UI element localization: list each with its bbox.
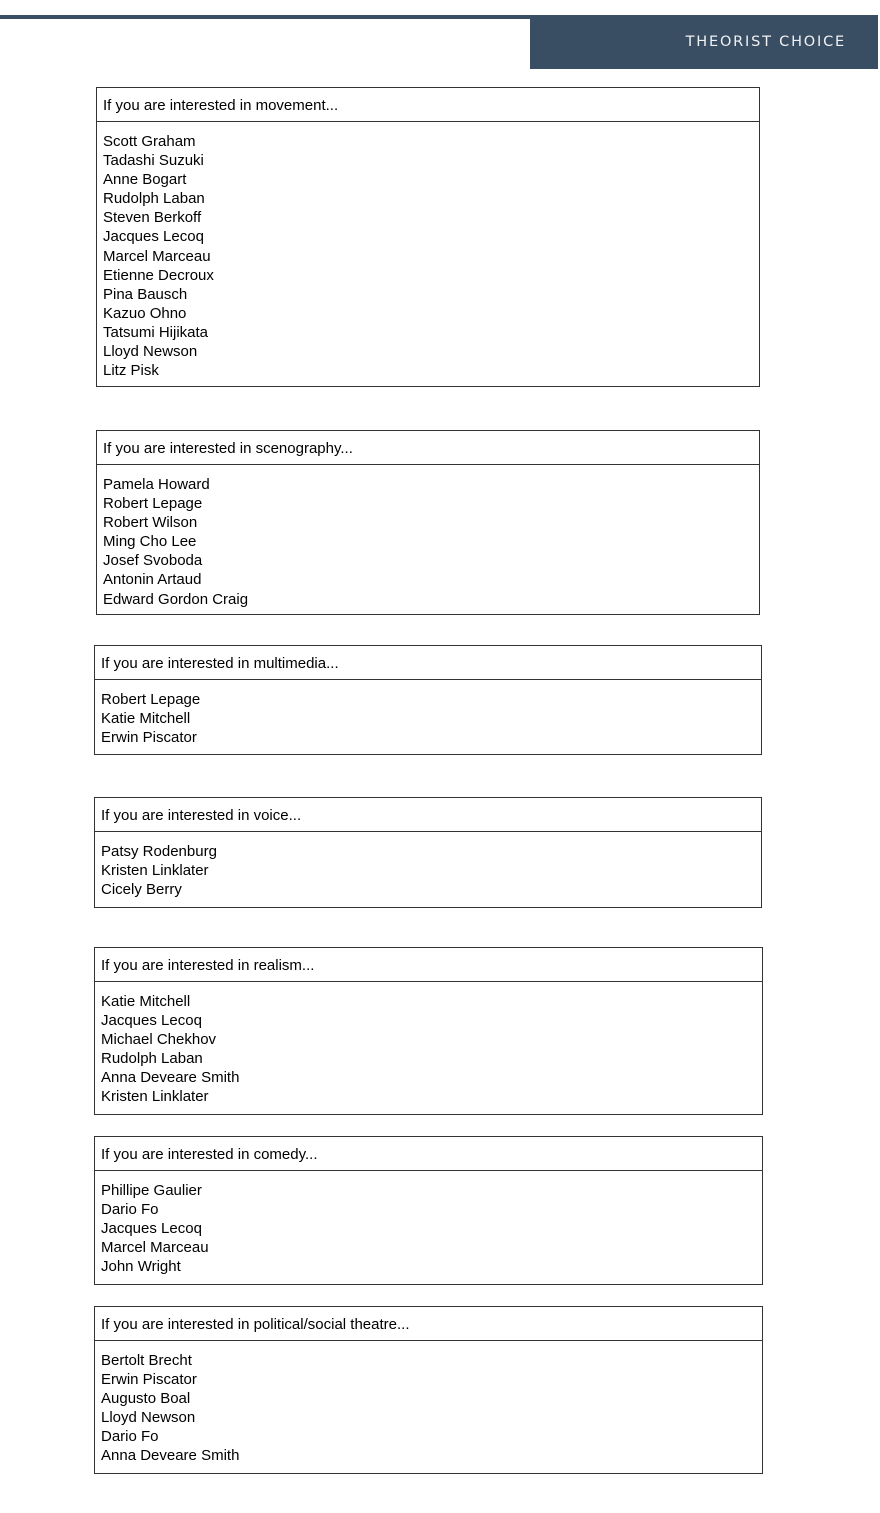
theorist-box (94, 1306, 763, 1474)
theorist-box (94, 1136, 763, 1285)
box-heading: If you are interested in movement... (97, 88, 759, 122)
theorist-name: Anna Deveare Smith (101, 1447, 240, 1465)
theorist-name: Lloyd Newson (101, 1409, 196, 1427)
theorist-name: Patsy Rodenburg (101, 843, 217, 860)
theorist-name: Katie Mitchell (101, 710, 191, 728)
theorist-name: Michael Chekhov (101, 1031, 217, 1049)
page-title: THEORIST CHOICE (685, 34, 846, 50)
theorist-name: Rudolph Laban (101, 1050, 203, 1068)
theorist-name: Erwin Piscator (101, 1371, 197, 1389)
theorist-name: Anne Bogart (103, 171, 187, 189)
theorist-name: Steven Berkoff (103, 209, 202, 227)
theorist-name-list (97, 465, 759, 609)
theorist-name: Tadashi Suzuki (103, 152, 204, 170)
theorist-name: Phillipe Gaulier (101, 1182, 202, 1199)
theorist-name: Bertolt Brecht (101, 1352, 192, 1369)
theorist-name: John Wright (101, 1258, 181, 1276)
theorist-name: Scott Graham (103, 133, 196, 150)
theorist-name: Augusto Boal (101, 1390, 191, 1408)
box-heading: If you are interested in realism... (95, 948, 762, 982)
theorist-name: Robert Lepage (101, 691, 201, 708)
theorist-name: Pina Bausch (103, 285, 188, 303)
theorist-name-list (95, 680, 761, 747)
box-heading: If you are interested in comedy... (95, 1137, 762, 1171)
theorist-name: Ming Cho Lee (103, 533, 197, 551)
box-heading: If you are interested in political/social theatre... (95, 1307, 762, 1341)
theorist-name: Marcel Marceau (103, 247, 211, 265)
theorist-box (96, 430, 760, 615)
theorist-name: Robert Wilson (103, 514, 198, 532)
theorist-box (96, 87, 760, 387)
theorist-name: Anna Deveare Smith (101, 1069, 240, 1087)
theorist-box (94, 645, 762, 755)
theorist-name-list (97, 122, 759, 380)
box-heading: If you are interested in voice... (95, 798, 761, 832)
theorist-name: Robert Lepage (103, 495, 203, 513)
theorist-name: Katie Mitchell (101, 993, 191, 1010)
theorist-name: Cicely Berry (101, 881, 182, 899)
theorist-name-list (95, 1341, 762, 1466)
theorist-name: Tatsumi Hijikata (103, 323, 209, 341)
theorist-name: Marcel Marceau (101, 1239, 209, 1257)
theorist-name-list (95, 982, 762, 1107)
theorist-name: Edward Gordon Craig (103, 590, 249, 608)
theorist-name: Kazuo Ohno (103, 304, 187, 322)
theorist-name: Kristen Linklater (101, 862, 209, 880)
box-heading: If you are interested in scenography... (97, 431, 759, 465)
theorist-box (94, 947, 763, 1115)
top-rule (0, 15, 530, 19)
theorist-name-list (95, 1171, 762, 1276)
theorist-box (94, 797, 762, 908)
theorist-name: Etienne Decroux (103, 266, 214, 284)
theorist-name: Josef Svoboda (103, 552, 203, 570)
theorist-name: Litz Pisk (103, 362, 159, 380)
theorist-name: Dario Fo (101, 1201, 159, 1219)
theorist-name: Jacques Lecoq (101, 1012, 202, 1030)
box-heading: If you are interested in multimedia... (95, 646, 761, 680)
theorist-name: Rudolph Laban (103, 190, 205, 208)
theorist-name: Kristen Linklater (101, 1088, 209, 1106)
theorist-name: Jacques Lecoq (103, 228, 204, 246)
title-bar (530, 15, 878, 69)
theorist-name: Dario Fo (101, 1428, 159, 1446)
theorist-name: Jacques Lecoq (101, 1220, 202, 1238)
theorist-name: Erwin Piscator (101, 729, 197, 747)
theorist-name: Lloyd Newson (103, 343, 198, 361)
theorist-name: Antonin Artaud (103, 571, 202, 589)
theorist-name-list (95, 832, 761, 899)
theorist-name: Pamela Howard (103, 476, 210, 493)
